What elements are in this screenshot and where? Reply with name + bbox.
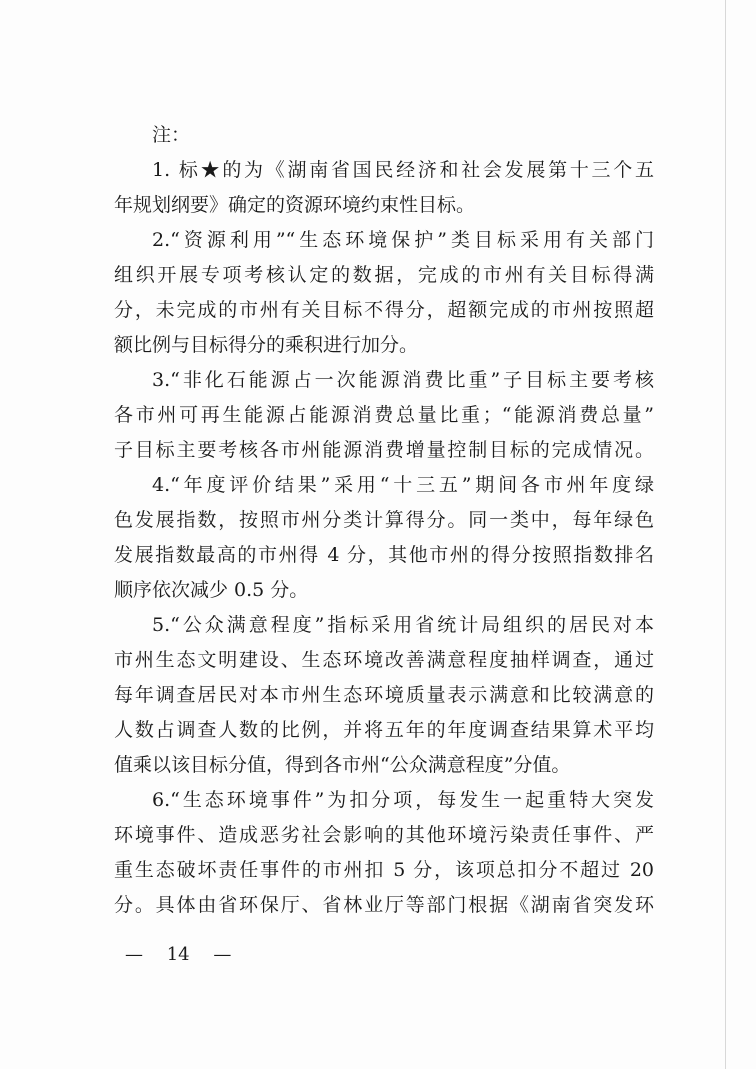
note-2-line-1: 2.“资源利用”“生态环境保护”类目标采用有关部门 xyxy=(152,229,654,251)
page-footer xyxy=(125,942,231,968)
note-5-line-3: 每年调查居民对本市州生态环境质量表示满意和比较满意的 xyxy=(114,684,654,706)
note-3-line-2: 各市州可再生能源占能源消费总量比重；“能源消费总量” xyxy=(114,404,654,426)
note-3-line-1: 3.“非化石能源占一次能源消费比重”子目标主要考核 xyxy=(152,369,654,391)
note-6-line-3: 重生态破坏责任事件的市州扣 5 分，该项总扣分不超过 20 xyxy=(114,859,654,881)
note-4-line-3: 发展指数最高的市州得 4 分，其他市州的得分按照指数排名 xyxy=(114,544,654,566)
notes-section xyxy=(114,118,654,923)
note-5-line-4: 人数占调查人数的比例，并将五年的年度调查结果算术平均 xyxy=(114,719,654,741)
note-6-line-4: 分。具体由省环保厅、省林业厅等部门根据《湖南省突发环 xyxy=(114,894,654,916)
footer-dash-left: — xyxy=(125,944,143,965)
page-edge-divider xyxy=(725,0,726,1069)
note-5-line-1: 5.“公众满意程度”指标采用省统计局组织的居民对本 xyxy=(152,614,654,636)
note-5-line-2: 市州生态文明建设、生态环境改善满意程度抽样调查，通过 xyxy=(114,649,654,671)
note-4-line-2: 色发展指数，按照市州分类计算得分。同一类中，每年绿色 xyxy=(114,509,654,531)
note-2-line-4: 额比例与目标得分的乘积进行加分。 xyxy=(114,334,419,356)
note-3-line-3: 子目标主要考核各市州能源消费增量控制目标的完成情况。 xyxy=(114,439,654,461)
note-6-line-2: 环境事件、造成恶劣社会影响的其他环境污染责任事件、严 xyxy=(114,824,654,846)
footer-dash-right: — xyxy=(213,944,232,965)
note-2-line-3: 分，未完成的市州有关目标不得分，超额完成的市州按照超 xyxy=(114,299,654,321)
note-5-line-5: 值乘以该目标分值，得到各市州“公众满意程度”分值。 xyxy=(114,754,571,776)
note-1-line-1: 1. 标★的为《湖南省国民经济和社会发展第十三个五 xyxy=(152,159,654,181)
note-1-line-2: 年规划纲要》确定的资源环境约束性目标。 xyxy=(114,194,476,216)
note-label: 注： xyxy=(152,124,191,146)
note-4-line-1: 4.“年度评价结果”采用“十三五”期间各市州年度绿 xyxy=(152,474,654,496)
note-4-line-4: 顺序依次减少 0.5 分。 xyxy=(114,579,309,601)
page-number: 14 xyxy=(166,944,190,965)
note-2-line-2: 组织开展专项考核认定的数据，完成的市州有关目标得满 xyxy=(114,264,654,286)
note-6-line-1: 6.“生态环境事件”为扣分项，每发生一起重特大突发 xyxy=(152,789,654,811)
